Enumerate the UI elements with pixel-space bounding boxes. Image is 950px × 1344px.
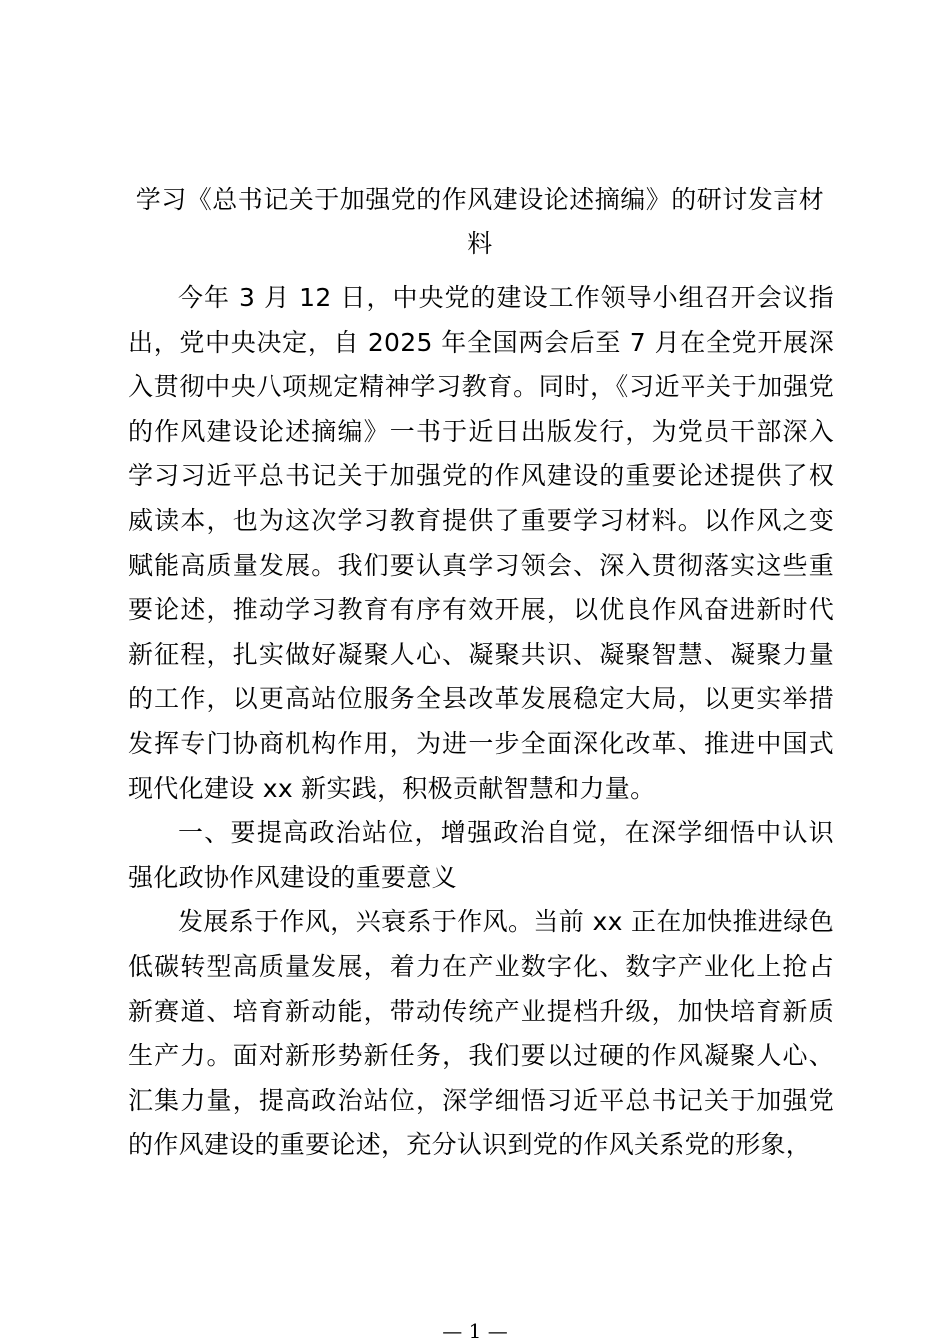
paragraph-intro: 今年 3 月 12 日，中央党的建设工作领导小组召开会议指出，党中央决定，自 2025 年全国两会后至 7 月在全党开展深入贯彻中央八项规定精神学习教育。同时，《习近平关于加强党的作风建设论述摘编》一书于近日出版发行，为党员干部深入学习习近平总书记关于加强党的作风建设的重要论述提供了权威读本，也为这次学习教育提供了重要学习材料。以作风之变赋能高质量发展。我们要认真学习领会、深入贯彻落实这些重要论述，推动学习教育有序有效开展，以优良作风奋进新时代新征程，扎实做好凝聚人心、凝聚共识、凝聚智慧、凝聚力量的工作，以更高站位服务全县改革发展稳定大局，以更实举措发挥专门协商机构作用，为进一步全面深化改革、推进中国式现代化建设 xx 新实践，积极贡献智慧和力量。: [128, 283, 834, 803]
document-body: [128, 276, 834, 1168]
title-line-1: 学习《总书记关于加强党的作风建设论述摘编》的研讨发言材: [135, 185, 825, 214]
paragraph-section-1: 发展系于作风，兴衰系于作风。当前 xx 正在加快推进绿色低碳转型高质量发展，着力在产业数字化、数字产业化上抢占新赛道、培育新动能，带动传统产业提档升级，加快培育新质生产力。面对新形势新任务，我们要以过硬的作风凝聚人心、汇集力量，提高政治站位，深学细悟习近平总书记关于加强党的作风建设的重要论述，充分认识到党的作风关系党的形象，: [128, 907, 834, 1160]
section-heading-1: 一、要提高政治站位，增强政治自觉，在深学细悟中认识强化政协作风建设的重要意义: [128, 818, 834, 892]
document-title: [128, 178, 832, 266]
title-line-2: 料: [467, 229, 493, 258]
page-number: — 1 —: [442, 1319, 508, 1343]
